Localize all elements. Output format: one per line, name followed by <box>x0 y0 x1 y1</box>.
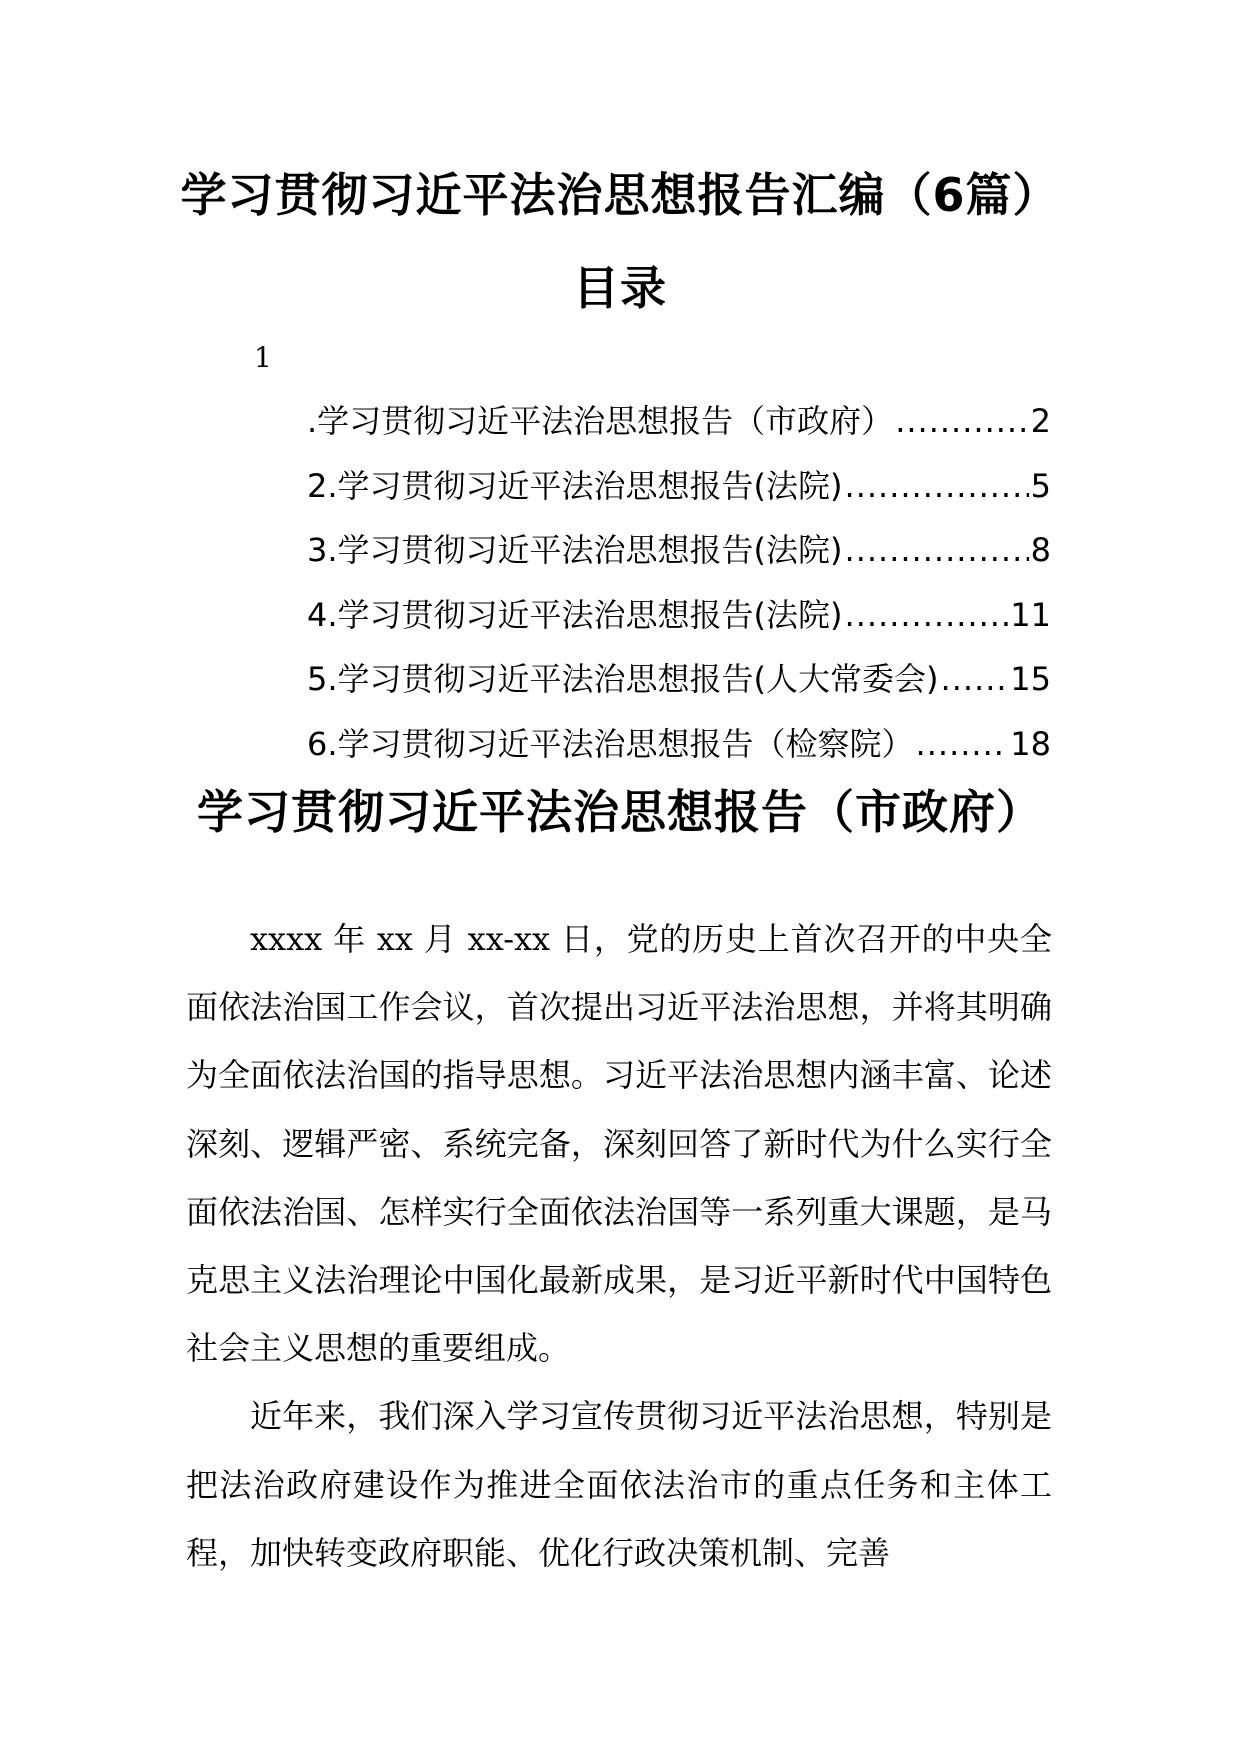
toc-item-6[interactable] <box>307 719 1051 784</box>
toc-item-2[interactable] <box>307 461 1051 526</box>
document-title: 学习贯彻习近平法治思想报告汇编（6篇） <box>180 168 1060 222</box>
toc-heading: 目录 <box>573 261 667 315</box>
body-text <box>186 905 1052 1587</box>
toc-page-number: 11 <box>1010 595 1051 634</box>
paragraph-1-text: 日，党的历史上首次召开的中央全面依法治国工作会议，首次提出习近平法治思想，并将其明确为全面依法治国的指导思想。习近平法治思想内涵丰富、论述深刻、逻辑严密、系统完备，深刻回答了新时代为什么实行全面依法治国、怎样实行全面依法治国等一系列重大课题，是马克思主义法治理论中国化最新成果，是习近平新时代中国特色社会主义思想的重要组成。 <box>186 920 1052 1368</box>
toc-page-number: 18 <box>1010 724 1051 763</box>
toc-leader-dots <box>845 590 1009 640</box>
section-title: 学习贯彻习近平法治思想报告（市政府） <box>197 785 1043 839</box>
date-days: xx-xx <box>467 920 551 958</box>
paragraph-1 <box>186 905 1052 1382</box>
toc-item-4[interactable] <box>307 590 1051 655</box>
toc-leader-dots <box>895 396 1028 446</box>
toc-leader-dots <box>916 719 1009 769</box>
toc-page-number: 5 <box>1030 466 1051 505</box>
toc-item-text: 2.学习贯彻习近平法治思想报告(法院) <box>307 466 843 505</box>
date-month: xx <box>376 920 413 958</box>
toc-page-number: 8 <box>1030 531 1051 569</box>
toc-page-number: 15 <box>1010 660 1051 698</box>
toc-item-3[interactable] <box>307 525 1051 590</box>
table-of-contents <box>307 396 1051 783</box>
date-year-unit: 年 <box>333 920 366 958</box>
date-month-unit: 月 <box>423 920 457 958</box>
toc-item-text: 5.学习贯彻习近平法治思想报告(人大常委会) <box>307 660 939 698</box>
toc-leader-dots <box>845 525 1029 575</box>
toc-item-text: 4.学习贯彻习近平法治思想报告(法院) <box>307 595 843 634</box>
toc-item-text: 3.学习贯彻习近平法治思想报告(法院) <box>307 531 843 569</box>
toc-leader-dots <box>941 654 1009 704</box>
toc-item-1[interactable] <box>307 396 1051 461</box>
toc-number-marker: 1 <box>254 341 272 374</box>
toc-item-text: .学习贯彻习近平法治思想报告（市政府） <box>307 402 894 440</box>
date-year: xxxx <box>250 920 323 958</box>
toc-page-number: 2 <box>1030 402 1051 440</box>
toc-item-5[interactable] <box>307 654 1051 719</box>
paragraph-2: 近年来，我们深入学习宣传贯彻习近平法治思想，特别是把法治政府建设作为推进全面依法治市的重点任务和主体工程，加快转变政府职能、优化行政决策机制、完善 <box>186 1397 1052 1572</box>
toc-item-text: 6.学习贯彻习近平法治思想报告（检察院） <box>307 724 914 763</box>
toc-leader-dots <box>845 461 1029 511</box>
